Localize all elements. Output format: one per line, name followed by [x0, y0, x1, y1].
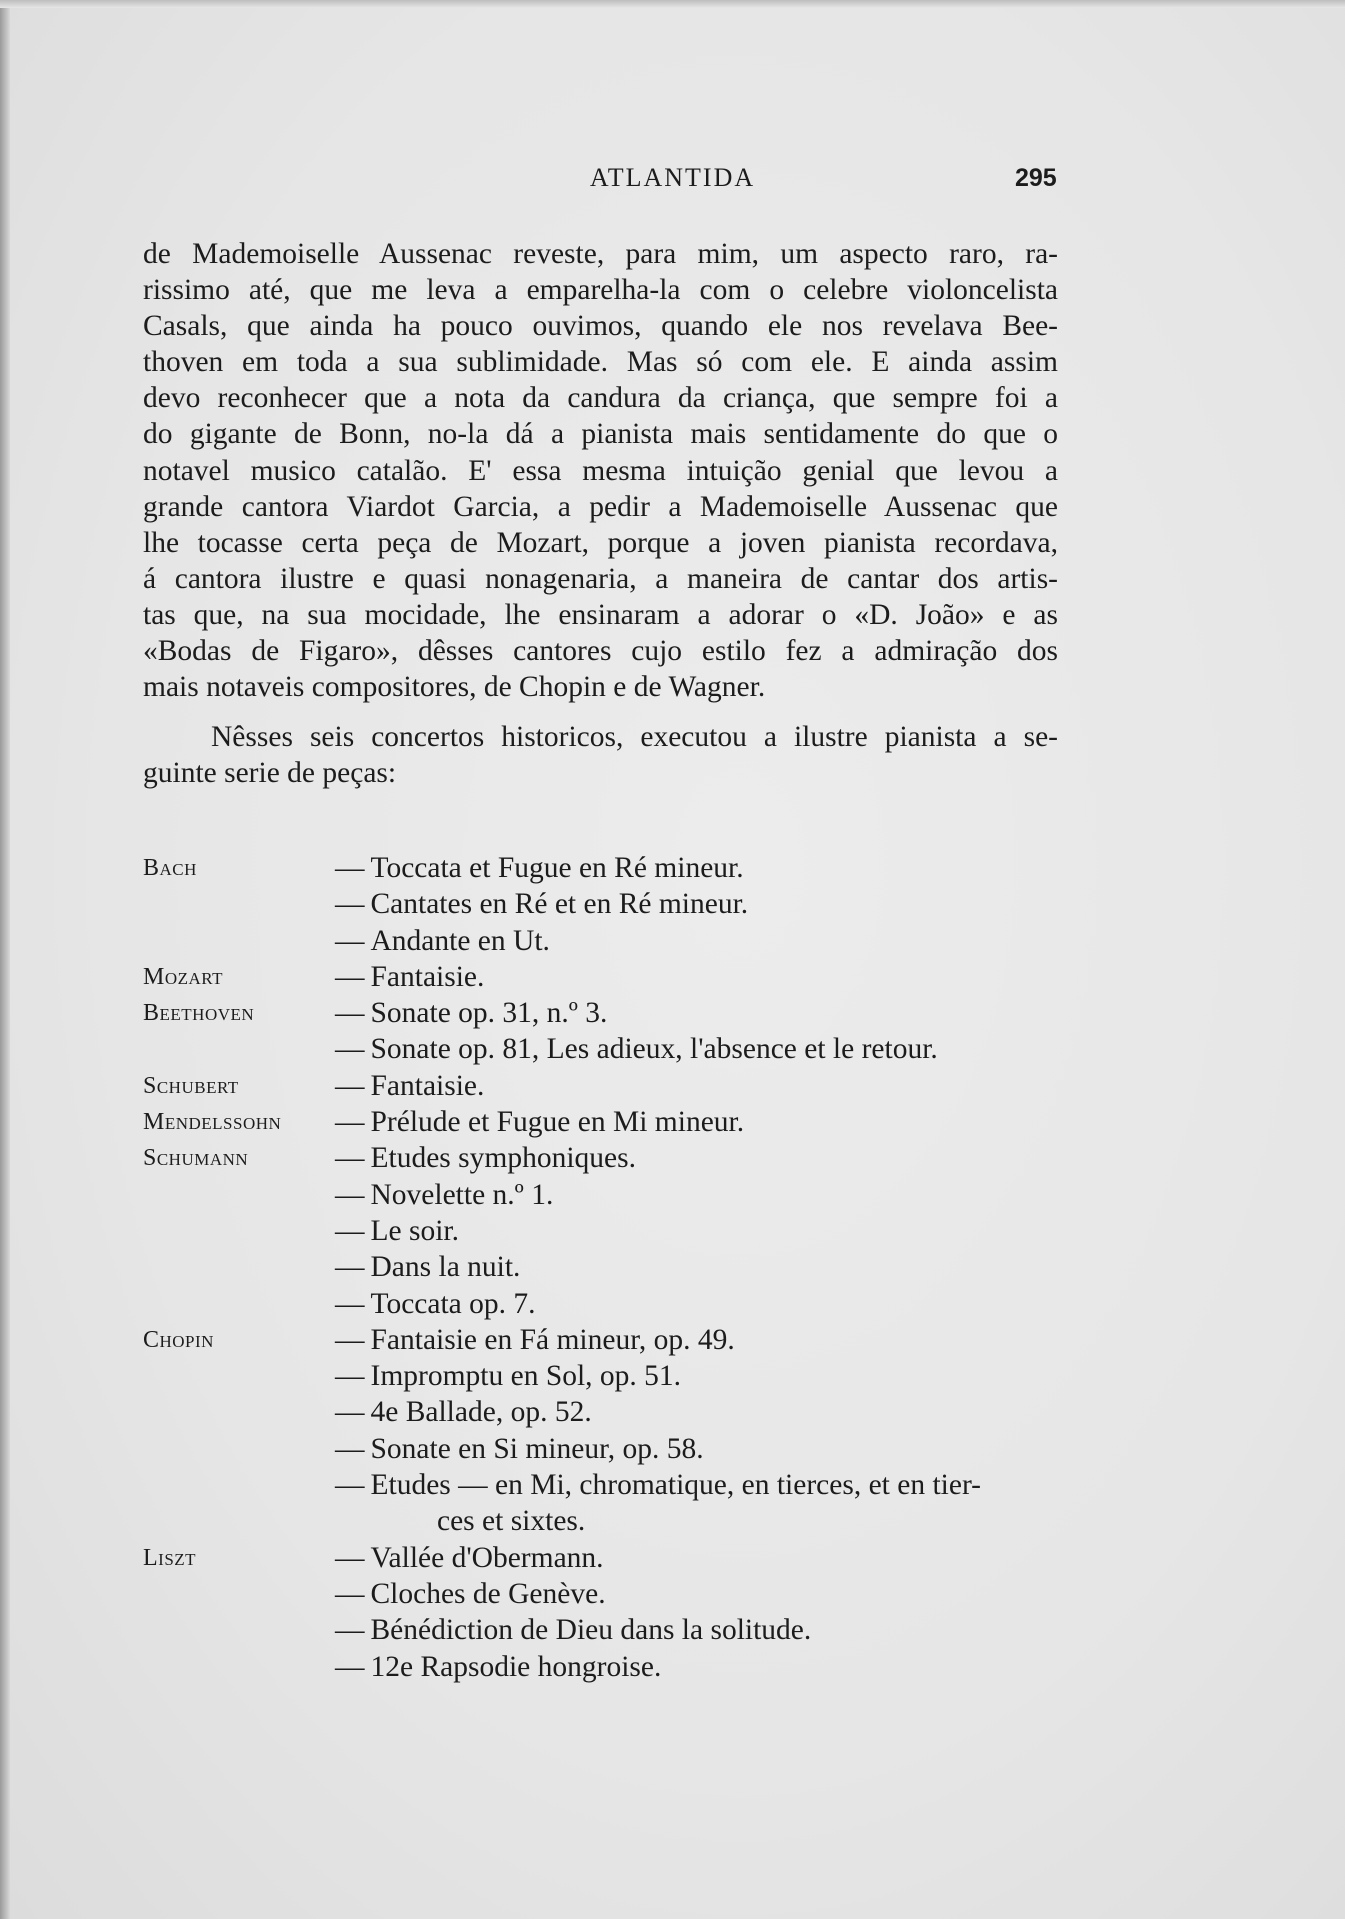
piece-text: Toccata op. 7.	[370, 1287, 536, 1320]
piece-text: Vallée d'Obermann.	[370, 1541, 604, 1574]
program-row	[143, 959, 1073, 995]
page-top-edge-shadow	[0, 0, 1345, 8]
program-row	[143, 1249, 1073, 1285]
program-row	[143, 1503, 1073, 1539]
concert-program-list	[143, 850, 1073, 1685]
text-line: «Bodas de Figaro», dêsses cantores cujo estilo fez a admiração dos	[143, 635, 1058, 668]
piece-title	[335, 959, 484, 995]
text-line: Casals, que ainda ha pouco ouvimos, quando ele nos revelava Bee-	[143, 310, 1058, 343]
em-dash: —	[335, 1142, 365, 1175]
piece-text: Sonate op. 81, Les adieux, l'absence et le retour.	[370, 1033, 938, 1066]
running-title: ATLANTIDA	[589, 163, 756, 192]
piece-title	[335, 1140, 636, 1176]
program-row	[143, 1612, 1073, 1648]
program-row	[143, 1576, 1073, 1612]
piece-title	[335, 1358, 681, 1394]
program-row	[143, 1213, 1073, 1249]
composer-name: Beethoven	[143, 1000, 255, 1027]
composer-name: Liszt	[143, 1544, 197, 1571]
program-row	[143, 1358, 1073, 1394]
em-dash: —	[335, 1178, 365, 1211]
paragraph-text	[143, 236, 1058, 705]
em-dash: —	[335, 852, 365, 884]
piece-title	[335, 1394, 592, 1430]
piece-text: Toccata et Fugue en Ré mineur.	[370, 852, 744, 884]
program-row	[143, 1649, 1073, 1685]
piece-title	[335, 1467, 981, 1503]
em-dash: —	[335, 1214, 365, 1247]
text-line: devo reconhecer que a nota da candura da criança, que sempre foi a	[143, 382, 1058, 415]
piece-text: Sonate op. 31, n.º 3.	[370, 997, 608, 1030]
text-line: tas que, na sua mocidade, lhe ensinaram a adorar o «D. João» e as	[143, 598, 1058, 631]
em-dash: —	[335, 1251, 365, 1284]
program-row	[143, 1104, 1073, 1140]
piece-text: Dans la nuit.	[370, 1251, 521, 1284]
piece-text: ces et sixtes.	[437, 1505, 586, 1538]
text-line: guinte serie de peças:	[143, 757, 397, 790]
piece-title	[335, 1286, 536, 1322]
text-line: rissimo até, que me leva a emparelha-la com o celebre violoncelista	[143, 274, 1058, 307]
text-line: de Mademoiselle Aussenac reveste, para mim, um aspecto raro, ra-	[143, 238, 1058, 270]
program-row	[143, 1467, 1073, 1503]
piece-text: Novelette n.º 1.	[370, 1178, 554, 1211]
piece-title	[335, 1540, 604, 1576]
em-dash: —	[335, 1360, 365, 1393]
em-dash: —	[335, 1033, 365, 1066]
em-dash: —	[335, 1069, 365, 1102]
composer-name: Schubert	[143, 1072, 239, 1099]
text-line: á cantora ilustre e quasi nonagenaria, a maneira de cantar dos artis-	[143, 562, 1058, 595]
piece-text: Prélude et Fugue en Mi mineur.	[370, 1106, 745, 1139]
paragraph-text	[143, 719, 1058, 791]
piece-title	[335, 995, 607, 1031]
piece-text: Andante en Ut.	[370, 924, 550, 957]
em-dash: —	[335, 924, 365, 957]
em-dash: —	[335, 1323, 365, 1356]
em-dash: —	[335, 1577, 365, 1610]
piece-title	[335, 1431, 704, 1467]
text-line: Nêsses seis concertos historicos, executou a ilustre pianista a se-	[211, 721, 1058, 754]
program-row	[143, 1177, 1073, 1213]
piece-title	[437, 1503, 585, 1539]
program-row	[143, 923, 1073, 959]
piece-text: Cloches de Genève.	[370, 1577, 606, 1610]
em-dash: —	[335, 1541, 365, 1574]
em-dash: —	[335, 1106, 365, 1139]
piece-text: Cantates en Ré et en Ré mineur.	[370, 888, 749, 921]
piece-title	[335, 1322, 735, 1358]
piece-text: Etudes — en Mi, chromatique, en tierces, et en tier-	[370, 1469, 981, 1502]
piece-title	[335, 923, 550, 959]
composer-name: Chopin	[143, 1326, 214, 1353]
em-dash: —	[335, 997, 365, 1030]
em-dash: —	[335, 1650, 365, 1683]
piece-text: Etudes symphoniques.	[370, 1142, 636, 1175]
em-dash: —	[335, 1287, 365, 1320]
piece-title	[335, 1649, 661, 1685]
composer-name: Bach	[143, 855, 197, 881]
piece-text: 4e Ballade, op. 52.	[370, 1396, 592, 1429]
piece-text: Fantaisie.	[370, 1069, 485, 1102]
em-dash: —	[335, 1614, 365, 1647]
piece-title	[335, 1576, 606, 1612]
text-line: notavel musico catalão. E' essa mesma intuição genial que levou a	[143, 454, 1058, 487]
program-row	[143, 850, 1073, 886]
program-row	[143, 1431, 1073, 1467]
program-row	[143, 886, 1073, 922]
piece-text: Le soir.	[370, 1214, 459, 1247]
em-dash: —	[335, 960, 365, 993]
piece-text: Impromptu en Sol, op. 51.	[370, 1360, 682, 1393]
piece-title	[335, 1213, 459, 1249]
text-line: lhe tocasse certa peça de Mozart, porque a joven pianista recordava,	[143, 526, 1058, 559]
piece-text: Sonate en Si mineur, op. 58.	[370, 1432, 704, 1465]
program-row	[143, 1031, 1073, 1067]
piece-text: Bénédiction de Dieu dans la solitude.	[370, 1614, 812, 1647]
piece-title	[335, 1249, 520, 1285]
page-number: 295	[1015, 164, 1057, 192]
program-row	[143, 995, 1073, 1031]
text-line: thoven em toda a sua sublimidade. Mas só com ele. E ainda assim	[143, 346, 1058, 379]
piece-text: Fantaisie en Fá mineur, op. 49.	[370, 1323, 735, 1356]
composer-name: Schumann	[143, 1145, 249, 1172]
em-dash: —	[335, 1469, 365, 1502]
piece-title	[335, 1104, 744, 1140]
text-line: mais notaveis compositores, de Chopin e de Wagner.	[143, 671, 766, 704]
paragraph-1	[143, 236, 1058, 705]
em-dash: —	[335, 1432, 365, 1465]
em-dash: —	[335, 1396, 365, 1429]
program-row	[143, 1322, 1073, 1358]
piece-title	[335, 886, 748, 922]
piece-title	[335, 1068, 484, 1104]
program-row	[143, 1394, 1073, 1430]
piece-text: 12e Rapsodie hongroise.	[370, 1650, 662, 1683]
composer-name: Mozart	[143, 963, 223, 990]
text-line: do gigante de Bonn, no-la dá a pianista mais sentidamente do que o	[143, 418, 1058, 451]
text-line: grande cantora Viardot Garcia, a pedir a Mademoiselle Aussenac que	[143, 490, 1058, 523]
composer-name: Mendelssohn	[143, 1109, 282, 1136]
piece-title	[335, 1612, 811, 1648]
program-row	[143, 1140, 1073, 1176]
body-text	[143, 236, 1058, 791]
piece-title	[335, 1031, 938, 1067]
program-row	[143, 1286, 1073, 1322]
paragraph-2	[143, 719, 1058, 791]
em-dash: —	[335, 888, 365, 921]
page-left-edge-shadow	[0, 0, 10, 1919]
program-row	[143, 1540, 1073, 1576]
program-row	[143, 1068, 1073, 1104]
piece-title	[335, 850, 744, 886]
piece-text: Fantaisie.	[370, 960, 485, 993]
piece-title	[335, 1177, 553, 1213]
